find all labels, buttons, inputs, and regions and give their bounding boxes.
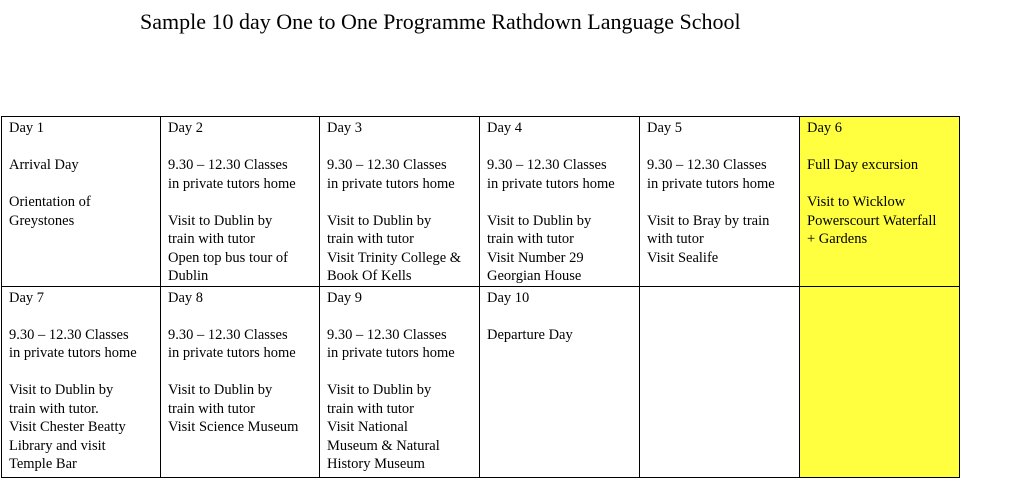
- activity-text: Departure Day: [487, 326, 573, 343]
- activity-text: Open top bus tour of: [168, 249, 289, 266]
- activity-text: 9.30 – 12.30 Classes: [487, 157, 607, 173]
- activity-text: Library and visit: [9, 437, 106, 454]
- activity-text: train with tutor: [487, 231, 574, 247]
- activity-text: in private tutors home: [168, 345, 296, 361]
- spacer: [487, 193, 639, 212]
- activity-text: Full Day excursion: [807, 157, 919, 173]
- spacer: [327, 307, 479, 326]
- day-label: Day 2: [168, 120, 204, 136]
- activity-text: Visit to Dublin by: [327, 382, 432, 398]
- activity-text: Arrival Day: [9, 157, 79, 173]
- schedule-cell: [161, 117, 320, 287]
- schedule-cell: [2, 117, 161, 287]
- activity-text: train with tutor: [327, 231, 414, 247]
- activity-text: 9.30 – 12.30 Classes: [168, 326, 288, 343]
- activity-text: train with tutor.: [9, 400, 99, 417]
- activity-text: in private tutors home: [168, 175, 296, 192]
- activity-text: Visit to Wicklow: [807, 194, 906, 210]
- schedule-cell: [640, 286, 800, 477]
- activity-text: Book Of Kells: [327, 268, 412, 284]
- activity-text: + Gardens: [807, 231, 868, 247]
- activity-text: in private tutors home: [487, 175, 615, 192]
- activity-text: in private tutors home: [647, 175, 775, 192]
- spacer: [327, 193, 479, 212]
- page-title: Sample 10 day One to One Programme Rathdown Language School: [140, 9, 741, 34]
- activity-text: in private tutors home: [327, 345, 455, 361]
- activity-text: train with tutor: [168, 400, 255, 417]
- spacer: [168, 363, 319, 382]
- activity-text: 9.30 – 12.30 Classes: [327, 157, 447, 173]
- spacer: [807, 175, 959, 194]
- spacer: [487, 307, 639, 326]
- spacer: [327, 138, 479, 157]
- day-label: Day 5: [647, 120, 683, 136]
- schedule-cell: [2, 286, 161, 477]
- activity-text: Visit Trinity College &: [327, 249, 462, 266]
- activity-text: Visit Sealife: [647, 249, 719, 266]
- activity-text: 9.30 – 12.30 Classes: [327, 326, 447, 343]
- spacer: [168, 193, 319, 212]
- activity-text: Museum & Natural: [327, 437, 440, 454]
- activity-text: Temple Bar: [9, 456, 77, 472]
- schedule-cell: [640, 117, 800, 287]
- activity-text: train with tutor: [168, 231, 255, 247]
- day-label: Day 6: [807, 120, 843, 136]
- activity-text: Visit to Dublin by: [168, 212, 273, 229]
- day-label: Day 7: [9, 289, 45, 306]
- schedule-cell: [161, 286, 320, 477]
- activity-text: Georgian House: [487, 268, 582, 284]
- spacer: [168, 138, 319, 157]
- activity-text: in private tutors home: [9, 345, 137, 361]
- schedule-row-week-1: [2, 117, 960, 287]
- day-label: Day 4: [487, 120, 523, 136]
- activity-text: with tutor: [647, 231, 704, 247]
- day-label: Day 10: [487, 289, 530, 306]
- activity-text: Orientation of: [9, 194, 91, 210]
- spacer: [9, 138, 160, 157]
- spacer: [647, 138, 799, 157]
- activity-text: train with tutor: [327, 400, 414, 417]
- day-label: Day 1: [9, 120, 45, 136]
- schedule-cell: [800, 286, 960, 477]
- schedule-table: [1, 116, 960, 478]
- day-label: Day 9: [327, 289, 363, 306]
- activity-text: Greystones: [9, 212, 75, 229]
- spacer: [647, 193, 799, 212]
- activity-text: Visit to Dublin by: [327, 212, 432, 229]
- activity-text: 9.30 – 12.30 Classes: [647, 157, 767, 173]
- activity-text: Visit Science Museum: [168, 419, 299, 435]
- day-label: Day 8: [168, 289, 204, 306]
- activity-text: Dublin: [168, 268, 209, 284]
- spacer: [327, 363, 479, 382]
- activity-text: Visit to Dublin by: [168, 382, 273, 398]
- day-label: Day 3: [327, 120, 363, 136]
- schedule-row-week-2: [2, 286, 960, 477]
- activity-text: Visit National: [327, 419, 408, 435]
- spacer: [807, 138, 959, 157]
- activity-text: Visit Chester Beatty: [9, 419, 126, 435]
- activity-text: 9.30 – 12.30 Classes: [9, 326, 129, 343]
- schedule-cell: [320, 286, 480, 477]
- schedule-cell: [480, 117, 640, 287]
- activity-text: History Museum: [327, 456, 425, 472]
- spacer: [168, 307, 319, 326]
- spacer: [9, 307, 160, 326]
- activity-text: Powerscourt Waterfall: [807, 212, 937, 229]
- activity-text: Visit to Dublin by: [487, 212, 592, 229]
- activity-text: Visit Number 29: [487, 249, 584, 266]
- spacer: [9, 175, 160, 194]
- activity-text: in private tutors home: [327, 175, 455, 192]
- schedule-cell: [320, 117, 480, 287]
- spacer: [487, 138, 639, 157]
- schedule-cell: [800, 117, 960, 287]
- schedule-cell: [480, 286, 640, 477]
- activity-text: 9.30 – 12.30 Classes: [168, 157, 288, 173]
- activity-text: Visit to Bray by train: [647, 212, 770, 229]
- spacer: [9, 363, 160, 382]
- activity-text: Visit to Dublin by: [9, 382, 114, 398]
